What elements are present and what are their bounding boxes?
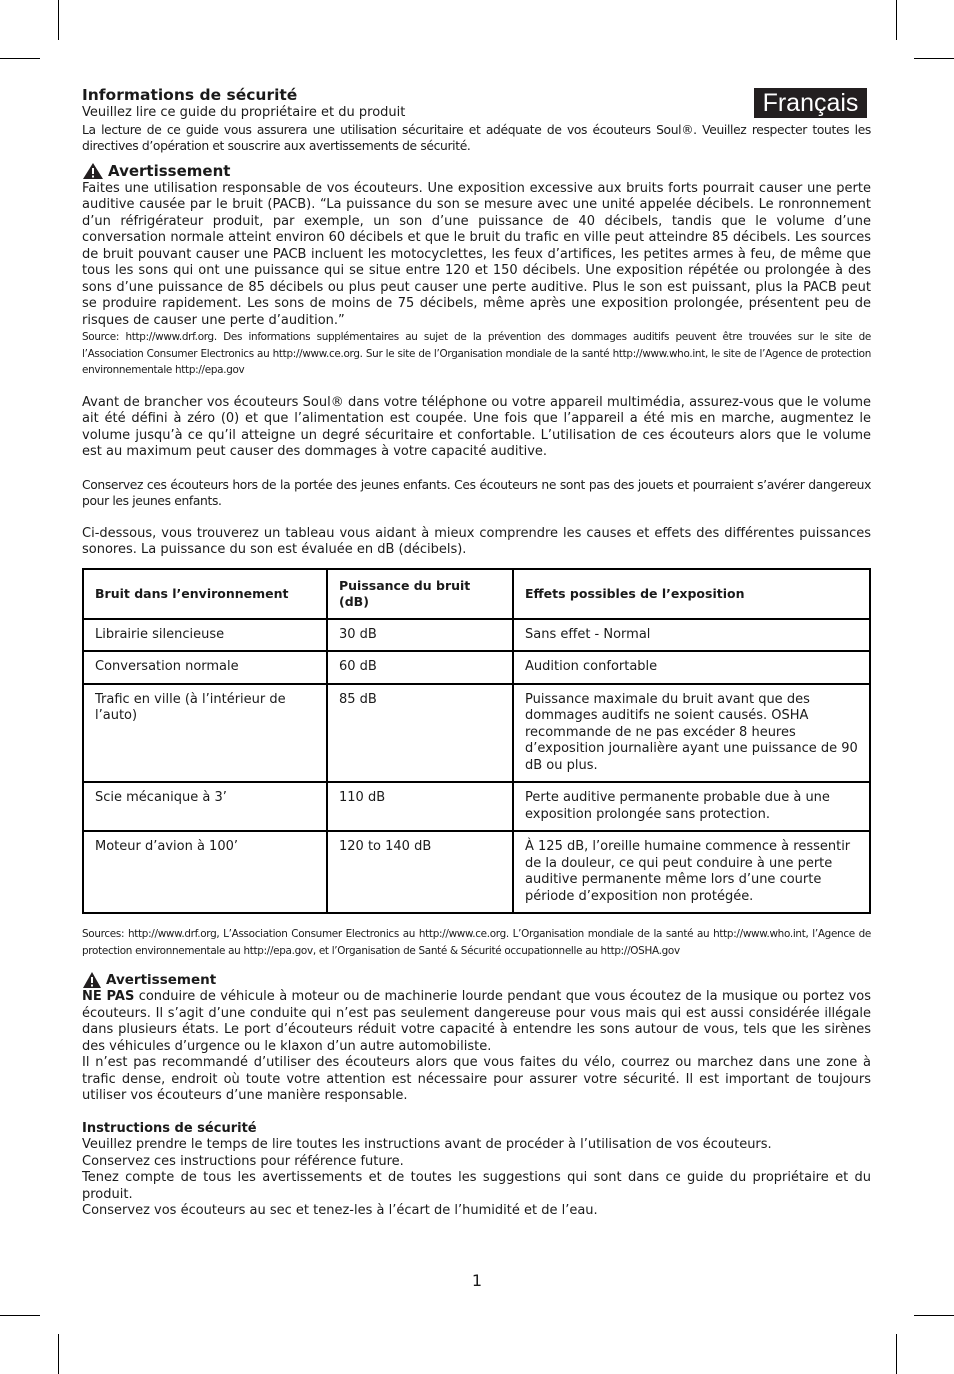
warning-text: conduire de véhicule à moteur ou de machinerie lourde pendant que vous écoutez de la musique ou portez vos écouteurs. Il s’agit d’une conduite qui n’est pas seulement dangereuse pour vous mais qui est aussi considérée illégale dans plusieurs états. Le port d’écouteurs réduit votre capacité à entendre les sons autour de vous, tels que les sirènes des véhicules d’urgence ou le klaxon d’un autre automobiliste.	[82, 989, 871, 1054]
page-number: 1	[471, 1271, 483, 1290]
cycling-warning: Il n’est pas recommandé d’utiliser des écouteurs alors que vous faites du vélo, courrez ou marchez dans une zone à trafic dense, endroit où toute votre attention est nécessaire pour assurer votre sécurité. Il est important de toujours utiliser vos écouteurs d’une manière responsable.	[82, 1055, 871, 1103]
table-cell: Conversation normale	[83, 651, 327, 684]
instruction-line: Conservez vos écouteurs au sec et tenez-les à l’écart de l’humidité et de l’eau.	[82, 1203, 598, 1218]
table-cell: 110 dB	[327, 782, 513, 831]
table-cell: À 125 dB, l’oreille humaine commence à ressentir de la douleur, ce qui peut conduire à une perte auditive permanente même lors d’une courte période d’exposition non protégée.	[513, 831, 870, 913]
table-cell: Audition confortable	[513, 651, 870, 684]
crop-mark	[896, 1334, 897, 1374]
crop-mark	[0, 1315, 40, 1316]
crop-mark	[896, 0, 897, 40]
table-header: Effets possibles de l’exposition	[513, 569, 870, 619]
table-cell: 60 dB	[327, 651, 513, 684]
table-cell: Moteur d’avion à 100’	[83, 831, 327, 913]
table-intro-paragraph: Ci-dessous, vous trouverez un tableau vous aidant à mieux comprendre les causes et effets des différentes puissances sonores. La puissance du son est évaluée en dB (décibels).	[82, 525, 871, 557]
crop-mark	[914, 1315, 954, 1316]
table-header-row	[83, 569, 870, 619]
warning-heading-label: Avertissement	[108, 161, 231, 180]
crop-mark	[58, 0, 59, 40]
children-paragraph: Conservez ces écouteurs hors de la portée des jeunes enfants. Ces écouteurs ne sont pas des jouets et pourraient s’avérer dangereux pour les jeunes enfants.	[82, 477, 871, 508]
table-cell: 85 dB	[327, 684, 513, 783]
table-cell: Perte auditive permanente probable due à une exposition prolongée sans protection.	[513, 782, 870, 831]
crop-mark	[0, 58, 40, 59]
warning-body: Faites une utilisation responsable de vos écouteurs. Une exposition excessive aux bruits forts pourrait causer une perte auditive causée par le bruit (PACB). “La puissance du son se mesure avec une unité appelée décibels. Le ronronnement d’un réfrigérateur produit, par exemple, un son d’une puissance de 40 décibels, tandis que le volume d’une conversation normale atteint environ 60 décibels et que le bruit du trafic en ville peut atteindre 85 décibels. Les sources de bruit pouvant causer une PACB incluent les motocyclettes, les feux d’artifices, les petites armes à feu, de même que tous les sons qui ont une puissance qui se situe entre 120 et 150 décibels. Une exposition répétée ou prolongée à des sons d’une puissance de 85 décibels ou plus peut causer une perte auditive. Plus le son est puissant, plus la PACB peut se produire rapidement. Les sons de moins de 75 décibels, même après une exposition prolongée, présentent peu de risques de causer une perte d’audition.”	[82, 180, 871, 328]
table-row	[83, 619, 870, 652]
volume-paragraph: Avant de brancher vos écouteurs Soul® dans votre téléphone ou votre appareil multimédia, assurez-vous que le volume ait été défini à zéro (0) et que l’alimentation est coupée. Une fois que l’appareil a été mis en marche, augmentez le volume jusqu’à ce qu’il atteigne un degré sécuritaire et confortable. L’utilisation de ces écouteurs alors que le volume est au maximum peut causer des dommages à votre capacité auditive.	[82, 394, 871, 459]
instruction-line: Conservez ces instructions pour référence future.	[82, 1153, 404, 1169]
table-row	[83, 684, 870, 783]
table-cell: Trafic en ville (à l’intérieur de l’auto)	[83, 684, 327, 783]
table-cell: Puissance maximale du bruit avant que des dommages auditifs ne soient causés. OSHA recommande de ne pas excéder 8 heures d’exposition journalière ayant une puissance de 90 dB ou plus.	[513, 684, 870, 783]
instruction-line: Tenez compte de tous les avertissements et de toutes les suggestions qui sont dans ce guide du propriétaire et du produit.	[82, 1170, 871, 1202]
driving-warning	[82, 989, 871, 1055]
crop-mark	[58, 1334, 59, 1374]
warning-lead: NE PAS	[82, 989, 135, 1004]
noise-table	[82, 568, 871, 915]
warning-triangle-icon	[82, 971, 102, 989]
instruction-line: Veuillez prendre le temps de lire toutes les instructions avant de procéder à l’utilisation de vos écouteurs.	[82, 1137, 772, 1152]
crop-mark	[914, 58, 954, 59]
intro-line: Veuillez lire ce guide du propriétaire et du produit	[82, 105, 406, 120]
language-tab: Français	[754, 88, 867, 118]
page-content	[82, 86, 871, 1220]
table-row	[83, 651, 870, 684]
warning-heading	[82, 162, 871, 181]
intro-text: La lecture de ce guide vous assurera une utilisation sécuritaire et adéquate de vos écouteurs Soul®. Veuillez respecter toutes les directives d’opération et souscrire aux avertissements de sécurité.	[82, 122, 871, 153]
warning-triangle-icon	[82, 162, 104, 180]
warning-source: Source: http://www.drf.org. Des informations supplémentaires au sujet de la prévention des dommages auditifs peuvent être trouvées sur le site de l’Association Consumer Electronics au http://www.ce.org. Sur le site de l’Organisation mondiale de la santé http://www.who.int, le site de l’Agence de protection environnementale http://epa.gov	[82, 331, 871, 376]
table-row	[83, 782, 870, 831]
table-cell: 30 dB	[327, 619, 513, 652]
warning-heading-label: Avertissement	[106, 971, 217, 988]
table-cell: Sans effet - Normal	[513, 619, 870, 652]
table-cell: 120 to 140 dB	[327, 831, 513, 913]
warning-heading	[82, 971, 871, 989]
sources-note: Sources: http://www.drf.org, L’Association Consumer Electronics au http://www.ce.org. L’Organisation mondiale de la santé au http://www.who.int, l’Agence de protection environnementale au http://epa.gov, et l’Organisation de Santé & Sécurité occupationnelle au http://OSHA.gov	[82, 928, 871, 957]
table-row	[83, 831, 870, 913]
page-title: Informations de sécurité	[82, 86, 298, 104]
table-cell: Librairie silencieuse	[83, 619, 327, 652]
table-header: Puissance du bruit (dB)	[327, 569, 513, 619]
table-cell: Scie mécanique à 3’	[83, 782, 327, 831]
instructions-heading: Instructions de sécurité	[82, 1120, 257, 1136]
table-header: Bruit dans l’environnement	[83, 569, 327, 619]
